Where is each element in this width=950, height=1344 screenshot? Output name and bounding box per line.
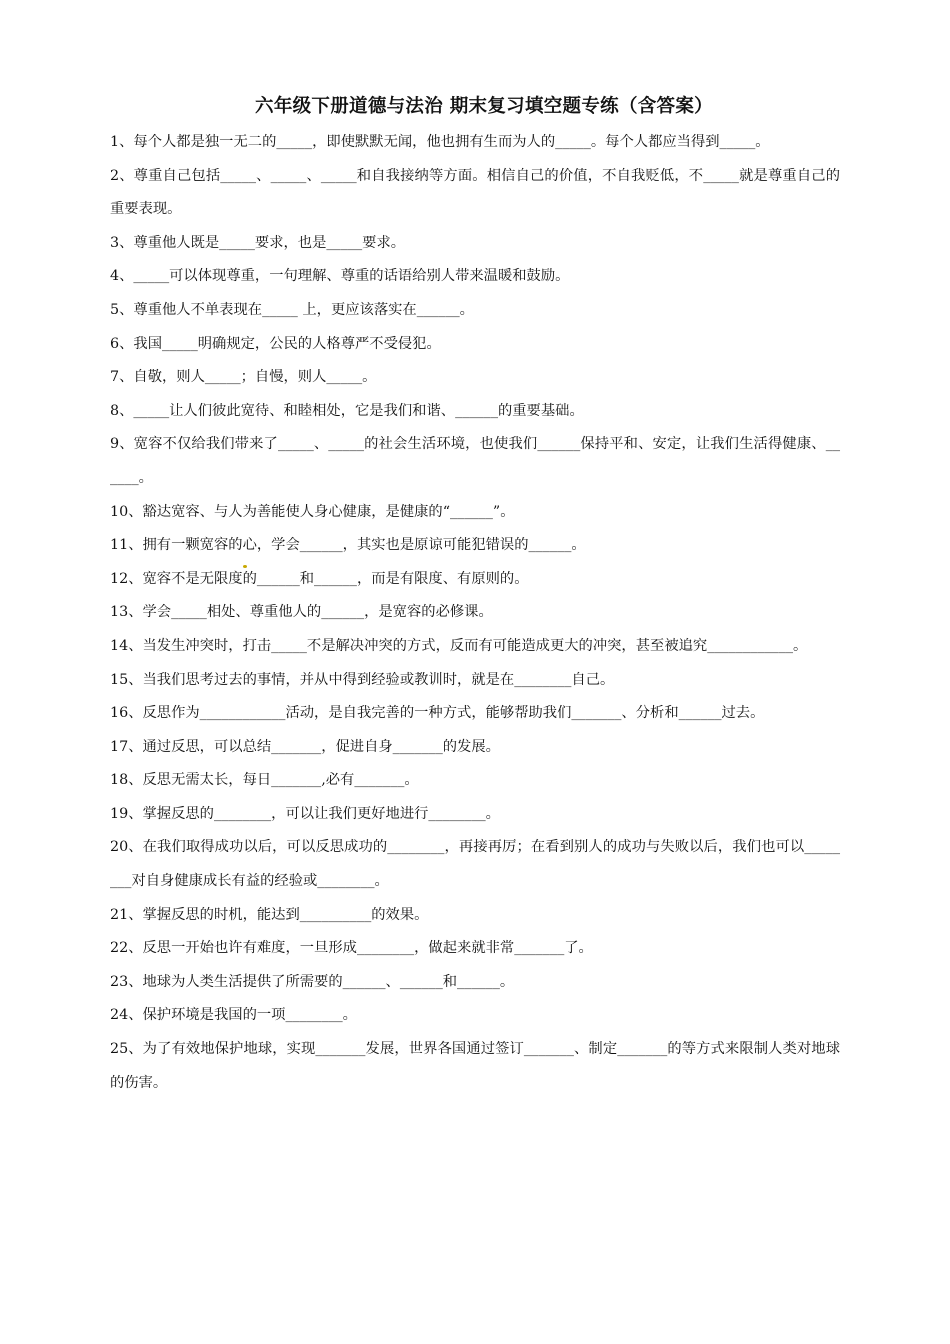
question-item: 24、保护环境是我国的一项________。 — [110, 1007, 357, 1024]
question-item: 25、为了有效地保护地球，实现_______发展，世界各国通过签订_______、制定_______的等方式来限制人类对地球的伤害。 — [110, 1041, 840, 1091]
question-item: 5、尊重他人不单表现在_____ 上，更应该落实在______。 — [110, 301, 474, 318]
question-item: 1、每个人都是独一无二的_____，即使默默无闻，他也拥有生而为人的_____。每个人都应当得到_____。 — [110, 134, 770, 150]
question-list — [110, 126, 840, 1100]
question-item: 20、在我们取得成功以后，可以反思成功的________，再接再厉；在看到别人的成功与失败以后，我们也可以________对自身健康成长有益的经验或________。 — [110, 839, 840, 890]
question-item: 15、当我们思考过去的事情，并从中得到经验或教训时，就是在________自己。 — [110, 671, 615, 688]
question-item: 10、豁达宽容、与人为善能使人身心健康，是健康的“______”。 — [110, 503, 515, 520]
question-item: 7、自敬，则人_____；自慢，则人_____。 — [110, 369, 377, 386]
question-item: 23、地球为人类生活提供了所需要的______、______和______。 — [110, 973, 515, 990]
question-item: 21、掌握反思的时机，能达到__________的效果。 — [110, 906, 429, 923]
question-item: 8、_____让人们彼此宽待、和睦相处，它是我们和谐、______的重要基础。 — [110, 402, 584, 419]
question-item: 16、反思作为____________活动，是自我完善的一种方式，能够帮助我们_______、分析和______过去。 — [110, 705, 765, 722]
question-item: 4、_____可以体现尊重，一句理解、尊重的话语给别人带来温暖和鼓励。 — [110, 268, 570, 285]
question-item: 11、拥有一颗宽容的心，学会______，其实也是原谅可能犯错误的______。 — [110, 537, 586, 554]
question-item: 9、宽容不仅给我们带来了_____、_____的社会生活环境，也使我们______保持平和、安定，让我们生活得健康、______。 — [110, 436, 840, 486]
question-item: 18、反思无需太长，每日_______,必有_______。 — [110, 772, 419, 789]
ink-speck-mark — [243, 565, 247, 568]
question-item: 17、通过反思，可以总结_______，促进自身_______的发展。 — [110, 738, 500, 755]
question-item: 2、尊重自己包括_____、_____、_____和自我接纳等方面。相信自己的价值，不自我贬低，不_____就是尊重自己的重要表现。 — [110, 167, 840, 218]
question-item: 12、宽容不是无限度的______和______，而是有限度、有原则的。 — [110, 570, 529, 587]
document-page — [110, 92, 840, 1100]
question-item: 6、我国_____明确规定，公民的人格尊严不受侵犯。 — [110, 335, 441, 352]
question-item: 14、当发生冲突时，打击_____不是解决冲突的方式，反而有可能造成更大的冲突，甚至被追究____________。 — [110, 637, 808, 654]
question-item: 22、反思一开始也许有难度，一旦形成________，做起来就非常_______了。 — [110, 940, 593, 957]
question-item: 13、学会_____相处、尊重他人的______，是宽容的必修课。 — [110, 604, 493, 621]
question-item: 3、尊重他人既是_____要求，也是_____要求。 — [110, 234, 406, 251]
document-title: 六年级下册道德与法治 期末复习填空题专练（含答案） — [255, 96, 713, 117]
question-item: 19、掌握反思的________，可以让我们更好地进行________。 — [110, 805, 500, 822]
